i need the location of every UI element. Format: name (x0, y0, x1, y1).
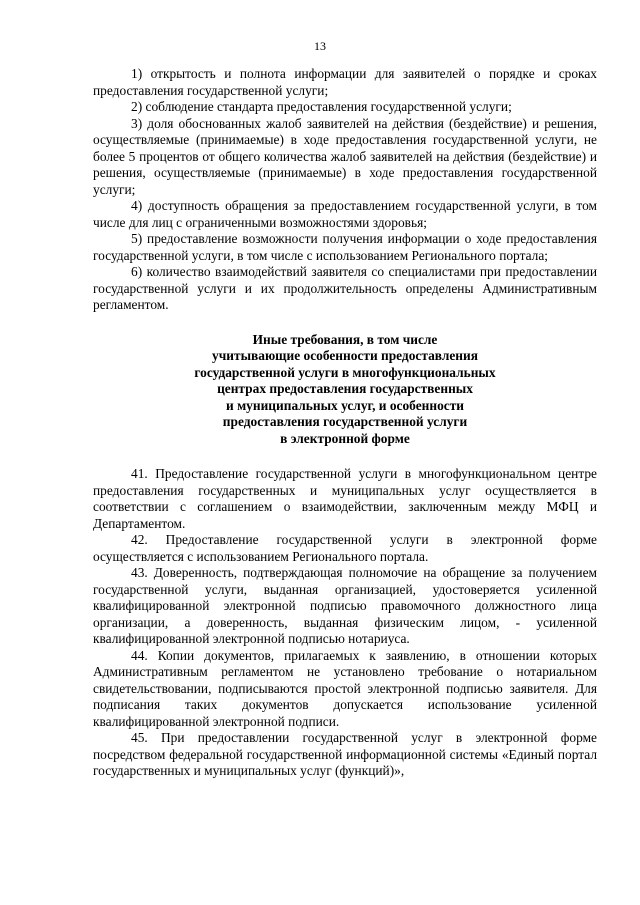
heading-line: учитывающие особенности предоставления (212, 348, 478, 363)
heading-line: Иные требования, в том числе (252, 331, 438, 347)
list-item: 4) доступность обращения за предоставлением государственной услуги, в том числе для лиц с ограниченными возможностями здоровья; (93, 198, 597, 230)
section-heading (93, 332, 597, 448)
numbered-paragraphs (93, 466, 597, 780)
list-item: 3) доля обоснованных жалоб заявителей на действия (бездействие) и решения, осуществляемые (принимаемые) в ходе предоставления государственной услуги, не более 5 процентов от общего количества жалоб заявителей на действия (бездействие) и решения, осуществляемые (принимаемые) в ходе предоставления государственной услуги; (93, 115, 597, 197)
heading-line: в электронной форме (280, 430, 410, 446)
heading-line: предоставления государственной услуги (222, 414, 468, 429)
paragraph-45: 45. При предоставлении государственной услуг в электронной форме посредством федеральной государственной информационной системы «Единый портал государственных и муниципальных услуг (функций)», (93, 730, 597, 778)
paragraph-42: 42. Предоставление государственной услуги в электронной форме осуществляется с использованием Регионального портала. (93, 532, 597, 564)
paragraph-41: 41. Предоставление государственной услуги в многофункциональном центре предоставления государственных и муниципальных услуг осуществляется в соответствии с соглашением о взаимодействии, заключенным между МФЦ и Департаментом. (93, 466, 597, 531)
heading-line: центрах предоставления государственных (217, 381, 473, 396)
paragraph-43: 43. Доверенность, подтверждающая полномочие на обращение за получением государственной услуги, выданная организацией, удостоверяется усиленной квалифицированной электронной подписью правомочного должностного лица организации, а доверенность, выданная физическим лицом, - усиленной квалифицированной электронной подписью нотариуса. (93, 565, 597, 646)
list-item: 5) предоставление возможности получения информации о ходе предоставления государственной услуги, в том числе с использованием Регионального портала; (93, 231, 597, 263)
criteria-list (93, 66, 597, 314)
document-body (93, 66, 597, 780)
list-item: 1) открытость и полнота информации для заявителей о порядке и сроках предоставления государственной услуги; (93, 66, 597, 98)
paragraph-44: 44. Копии документов, прилагаемых к заявлению, в отношении которых Административным регламентом не установлено требование о нотариальном свидетельствовании, подписываются простой электронной подписью заявителя. Для подписания таких документов допускается использование усиленной квалифицированной электронной подписи. (93, 647, 597, 729)
heading-line: государственной услуги в многофункциональных (194, 364, 496, 380)
list-item: 2) соблюдение стандарта предоставления государственной услуги; (131, 99, 512, 114)
heading-line: и муниципальных услуг, и особенности (226, 397, 464, 413)
list-item: 6) количество взаимодействий заявителя со специалистами при предоставлении государственной услуги и их продолжительность определены Административным регламентом. (93, 264, 597, 312)
page-number: 13 (314, 39, 326, 53)
